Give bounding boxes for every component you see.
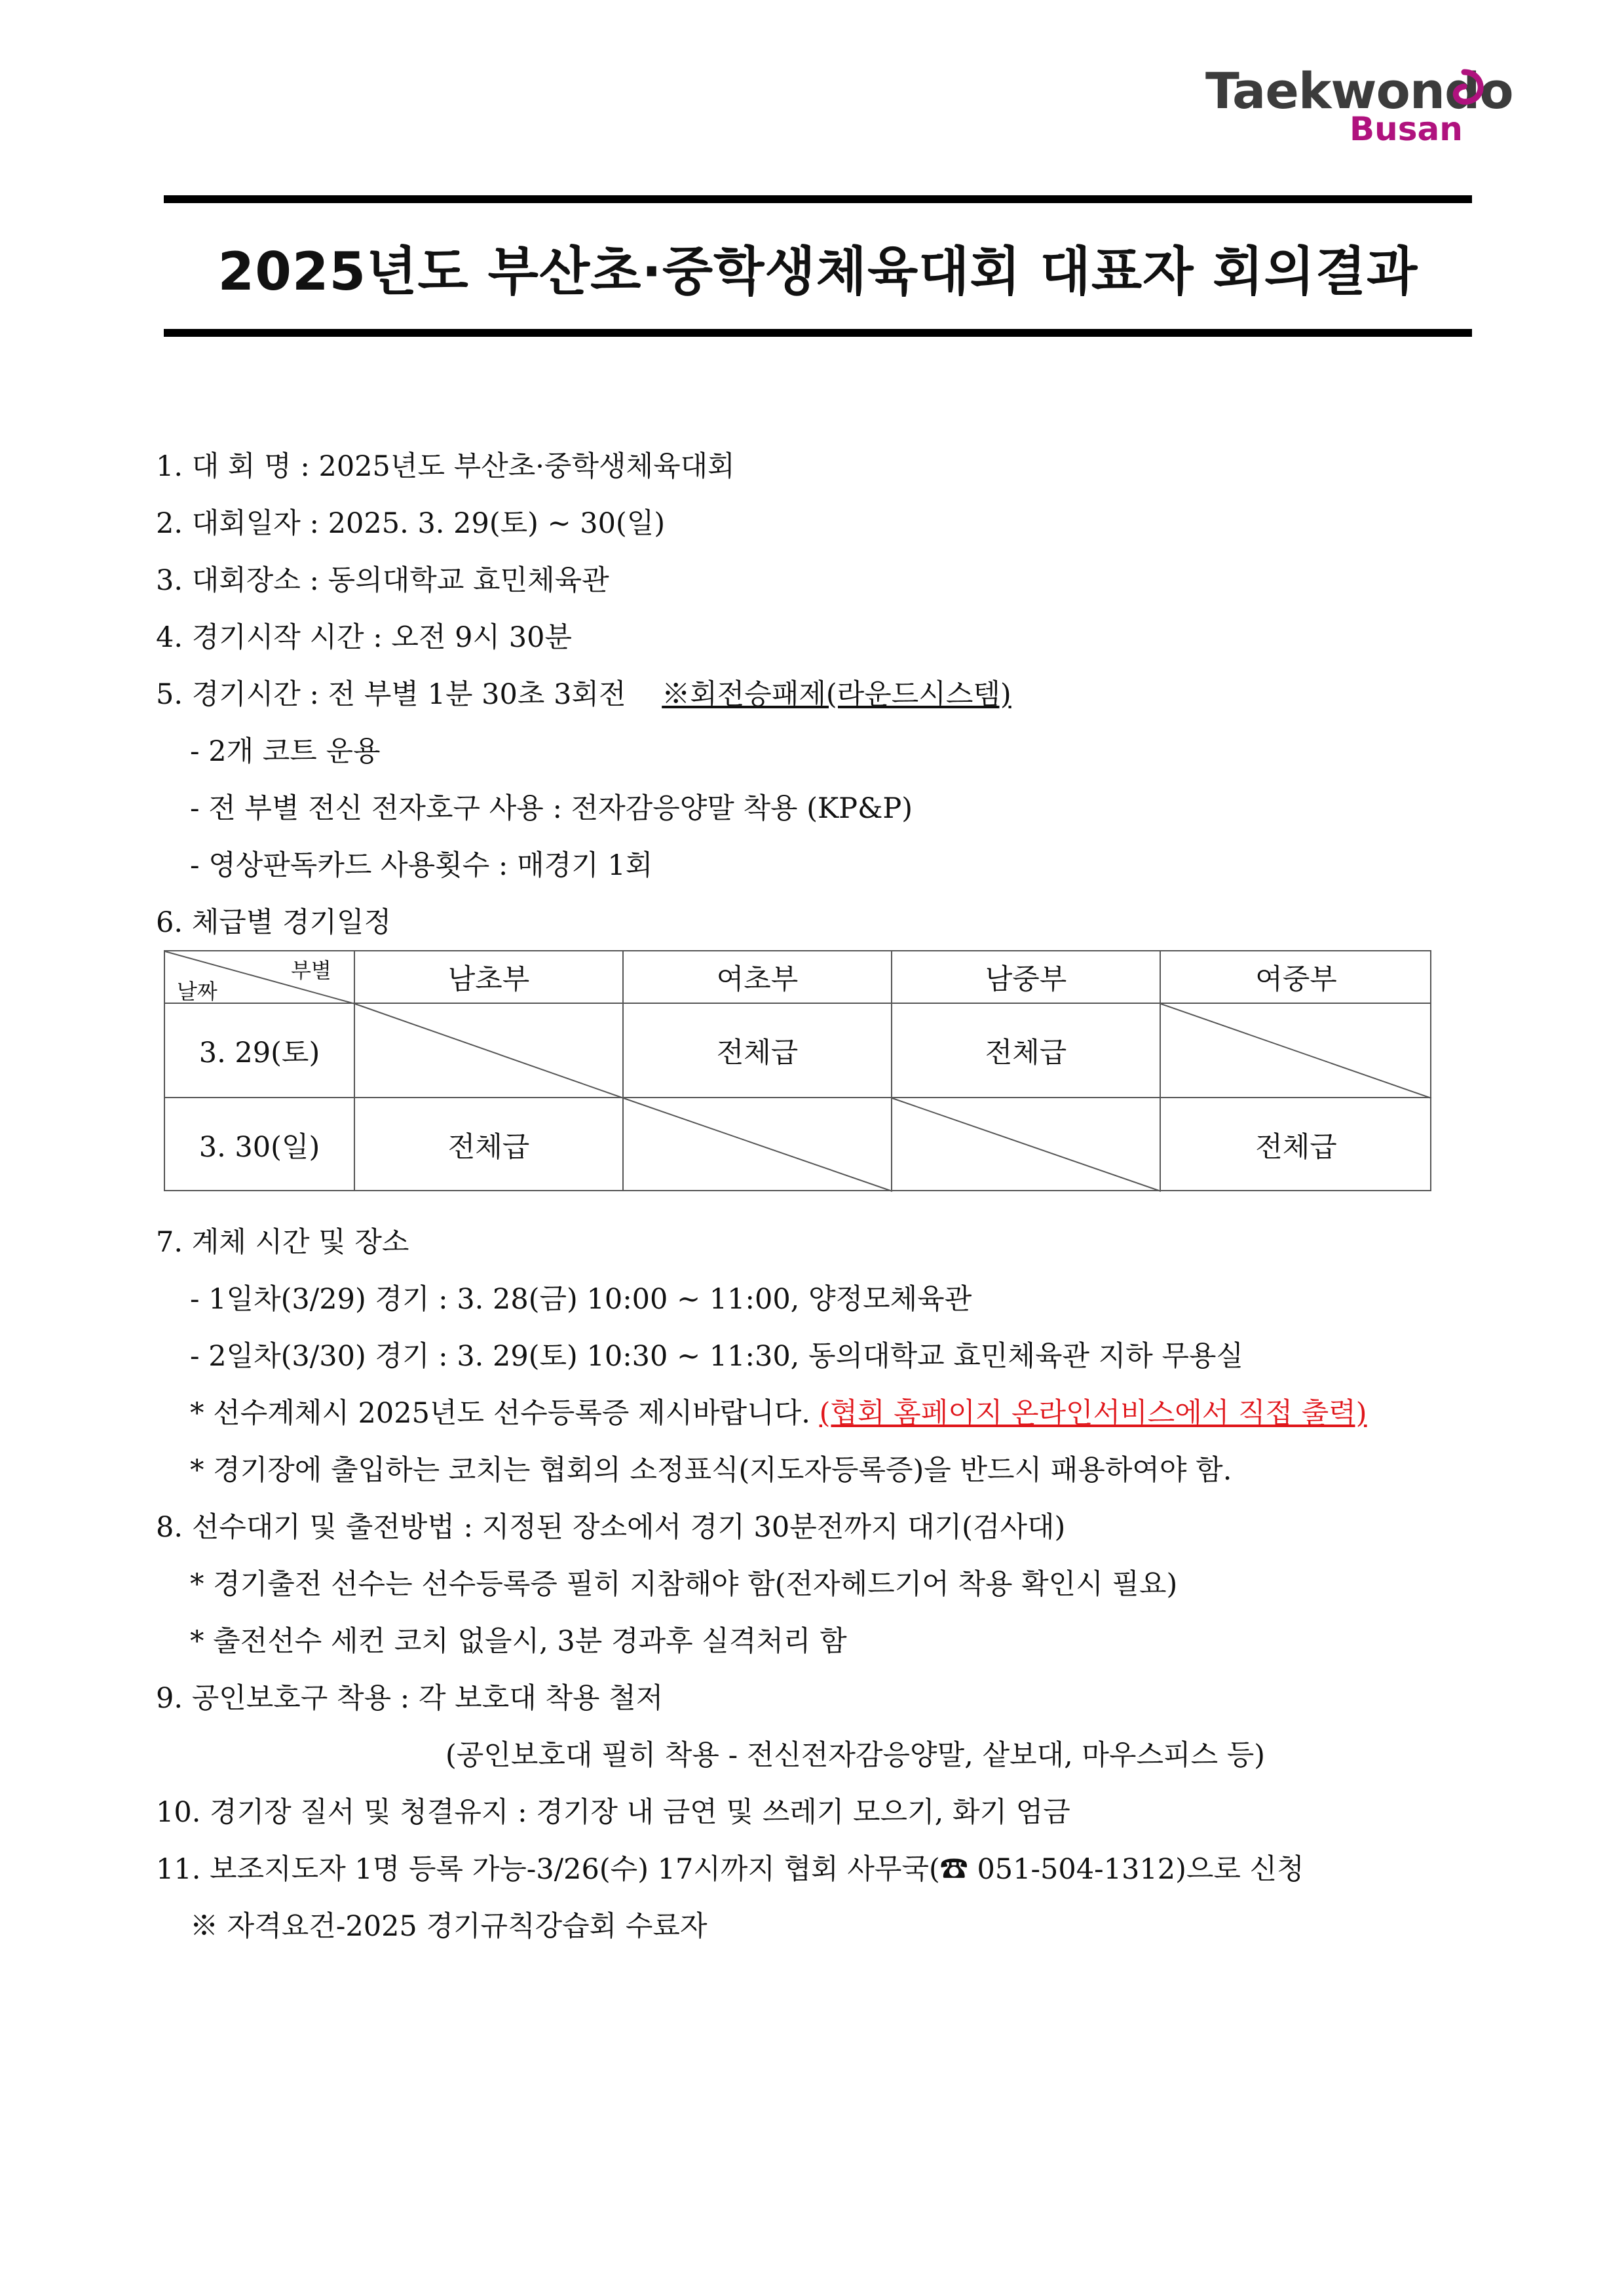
item-5-sub-video-card: - 영상판독카드 사용횟수 : 매경기 1회: [190, 849, 653, 882]
column-header: 여중부: [1255, 963, 1337, 996]
item-5-sub-electronic: - 전 부별 전신 전자호구 사용 : 전자감응양말 착용 (KP&P): [190, 792, 913, 825]
item-8-waiting: 8. 선수대기 및 출전방법 : 지정된 장소에서 경기 30분전까지 대기(검사대): [156, 1511, 1066, 1544]
corner-label-date: 날짜: [177, 979, 217, 1004]
logo-text-busan: Busan: [1350, 110, 1463, 148]
item-8-sub-disqualify: * 출전선수 세컨 코치 없을시, 3분 경과후 실격처리 함: [190, 1625, 847, 1658]
table-cell: [1161, 1004, 1431, 1097]
item-2-event-date: 2. 대회일자 : 2025. 3. 29(토) ~ 30(일): [156, 507, 666, 540]
item-3-venue: 3. 대회장소 : 동의대학교 효민체육관: [156, 564, 609, 597]
schedule-table: [164, 950, 1431, 1191]
table-cell: 전체급: [985, 1036, 1067, 1069]
column-header: 남중부: [985, 963, 1067, 996]
item-4-start-time: 4. 경기시작 시간 : 오전 9시 30분: [156, 621, 572, 654]
item-5-text: 5. 경기시간 : 전 부별 1분 30초 3회전: [156, 678, 626, 711]
item-7-weigh-in-heading: 7. 계체 시간 및 장소: [156, 1226, 409, 1259]
item-10-order: 10. 경기장 질서 및 청결유지 : 경기장 내 금연 및 쓰레기 모으기, 화기 엄금: [156, 1796, 1070, 1829]
item-7-coach-badge-note: * 경기장에 출입하는 코치는 협회의 소정표식(지도자등록증)을 반드시 패용하여야 함.: [190, 1454, 1232, 1487]
item-11-assistant-coach: 11. 보조지도자 1명 등록 가능-3/26(수) 17시까지 협회 사무국(☎ 051-504-1312)으로 신청: [156, 1853, 1304, 1886]
title-top-rule: [164, 195, 1472, 203]
item-6-schedule-heading: 6. 체급별 경기일정: [156, 906, 392, 939]
logo-swirl-icon: [1438, 66, 1490, 124]
row-date: 3. 30(일): [198, 1130, 320, 1164]
column-header: 남초부: [447, 963, 530, 996]
item-5-sub-courts: - 2개 코트 운용: [190, 735, 381, 768]
title-bottom-rule: [164, 329, 1472, 337]
item-9-sub-note: (공인보호대 필히 착용 - 전신전자감응양말, 샅보대, 마우스피스 등): [445, 1739, 1266, 1772]
table-cell: 전체급: [447, 1130, 530, 1164]
page-title: 2025년도 부산초·중학생체육대회 대표자 회의결과: [217, 241, 1418, 302]
item-7-registration-note: [190, 1391, 1367, 1431]
table-cell: [892, 1098, 1160, 1191]
table-cell: [624, 1098, 891, 1191]
item-9-protectors: 9. 공인보호구 착용 : 각 보호대 착용 철저: [156, 1682, 664, 1715]
column-header: 여초부: [716, 963, 799, 996]
item-8-sub-registration: * 경기출전 선수는 선수등록증 필히 지참해야 함(전자헤드기어 착용 확인시 필요): [190, 1568, 1178, 1601]
item-7-registration-text: * 선수계체시 2025년도 선수등록증 제시바랍니다.: [190, 1397, 810, 1430]
item-7-day1: - 1일차(3/29) 경기 : 3. 28(금) 10:00 ~ 11:00, 양정모체육관: [190, 1283, 972, 1316]
table-cell: 전체급: [1255, 1130, 1337, 1164]
item-7-day2: - 2일차(3/30) 경기 : 3. 29(토) 10:30 ~ 11:30, 동의대학교 효민체육관 지하 무용실: [190, 1340, 1244, 1373]
item-1-event-name: 1. 대 회 명 : 2025년도 부산초·중학생체육대회: [156, 450, 735, 483]
taekwondo-busan-logo: [1205, 58, 1513, 156]
item-7-registration-red-note: (협회 홈페이지 온라인서비스에서 직접 출력): [819, 1397, 1367, 1430]
table-cell: [355, 1004, 622, 1097]
table-cell: 전체급: [716, 1036, 799, 1069]
item-5-match-time: [156, 672, 1011, 712]
item-5-note: ※회전승패제(라운드시스템): [662, 678, 1011, 711]
row-date: 3. 29(토): [198, 1036, 320, 1069]
corner-label-division: 부별: [291, 958, 331, 983]
logo-text-taekwondo: Taekwondo: [1205, 62, 1513, 120]
item-11-qualification: ※ 자격요건-2025 경기규칙강습회 수료자: [190, 1910, 708, 1943]
